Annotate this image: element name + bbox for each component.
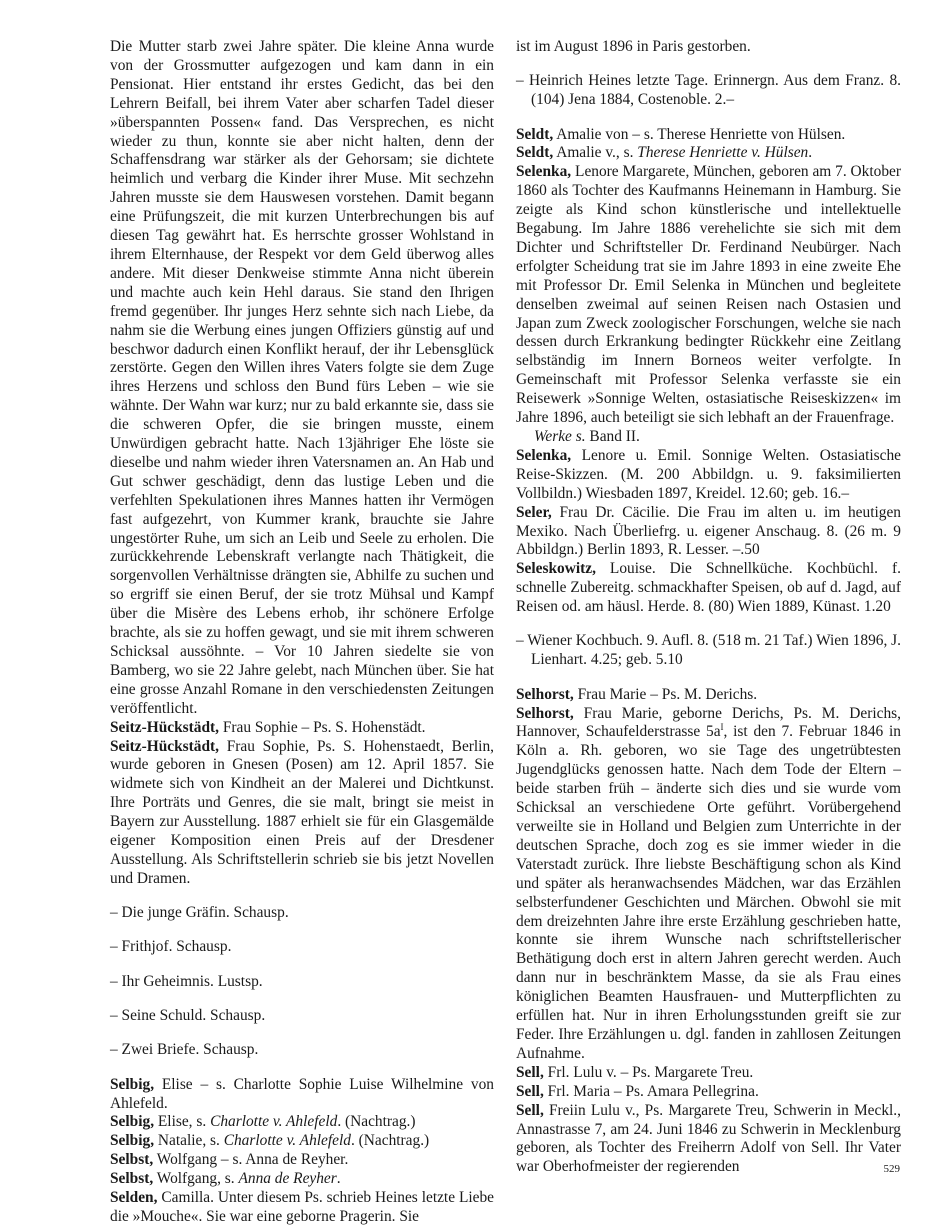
entry-seitz-hueckstaedt-bio (110, 738, 494, 889)
entry-text: Lenore u. Emil. Sonnige Welten. Ostasiatische Reise-Skizzen. (M. 200 Abbildgn. u. 9. faksimilierten Vollbildn.) Wiesbaden 1897, Kreidel. 12.60; geb. 16.– (516, 446, 901, 502)
entry-selenka-bio (516, 163, 901, 428)
cross-reference: Charlotte v. Ahlefeld (223, 1132, 351, 1150)
entry-text: Frau Marie – Ps. M. Derichs. (573, 685, 758, 703)
entry-selden (110, 1189, 494, 1227)
work-item: – Seine Schuld. Schausp. (110, 1007, 266, 1025)
intro-paragraph: Die Mutter starb zwei Jahre später. Die kleine Anna wurde von der Grossmutter aufgezogen und kam dann in ein Pensionat. Hier entstand ihr erstes Gedicht, das bei den Lehrern Beifall, bei ihrem Vater aber scharfen Tadel dieser »überspannten Possen« fand. Das Versprechen, es nicht wieder zu thun, konnte sie aber nicht halten, denn der Schaffensdrang war stärker als der Gehorsam; sie dichtete heimlich und verbarg die Kinder ihrer Muse. Mit sechzehn Jahren musste sie dem Hauswesen vorstehen. Damit begann eine Prüfungszeit, die mit kurzen Unterbrechungen bis auf diesen Tag gewährt hat. Es herrschte grosser Wohlstand in ihrem Elternhause, der Respekt vor dem Geld überwog alles andere. Mit dieser Denkweise stimmte Anna nicht überein und machte auch kein Hehl daraus. Sie stand den Ihrigen fremd gegenüber. Ihr junges Herz sehnte sich nach Liebe, da nahm sie die Werbung eines jungen Offiziers günstig auf und beschwor dadurch einen Konflikt herauf, der ihr Lebensglück zerstörte. Gegen den Willen ihres Vaters folgte sie dem Zuge ihres Herzens und schloss den Bund fürs Leben – wie sie wähnte. Der Wahn war kurz; nur zu bald erkannte sie, dass sie die schweren Opfer, die sie bringen musste, einem Unwürdigen gebracht hatte. Nach 13jähriger Ehe löste sie dieselbe und nahm wieder ihren Vatersnamen an. An Hab und Gut schwer geschädigt, denn das lustige Leben und die verfehlten Spekulationen ihres Mannes hatten ihr Vermögen fast aufgezehrt, von Kummer krank, brauchte sie Jahre ungestörter Ruhe, um sich an Leib und Seele zu erholen. Die zurückkehrende Lebenskraft verlangte nach Thätigkeit, die sorgenvollen Verhältnisse drängten sie, Abhilfe zu suchen und so ergriff sie einen Beruf, der sie trotz Mühsal und Kampf über die Misère des Lebens erhob, ihr schönere Erfolge brachte, als sie zu hoffen gewagt, und sie mit ihrem schweren Schicksal aussöhnte. – Vor 10 Jahren siedelte sie von Bamberg, wo sie 22 Jahre gelebt, nach München über. Sie hat eine grosse Anzahl Romane in den verschiedensten Zeitungen veröffentlicht. (110, 38, 494, 717)
entry-text: Elise, s. (154, 1113, 211, 1131)
work-item: – Frithjof. Schausp. (110, 938, 232, 956)
work-item: – Ihr Geheimnis. Lustsp. (110, 972, 263, 990)
entry-text: Natalie, s. (154, 1132, 224, 1150)
entry-text: Camilla. Unter diesem Ps. schrieb Heines letzte Liebe die »Mouche«. Sie war eine geborne Pragerin. Sie (110, 1189, 494, 1225)
entry-text: Frau Marie, geborne Derichs, Ps. M. Derichs, Hannover, Schaufelderstrasse 5a (516, 704, 901, 741)
entry-text: Wolfgang – s. Anna de Reyher. (153, 1151, 349, 1169)
entry-sell-bio (516, 1102, 901, 1178)
entry-text: Frau Dr. Cäcilie. Die Frau im alten u. im heutigen Mexiko. Nach Überliefrg. u. eigener Anschaug. 8. (26 m. 9 Abbildgn.) Berlin 1893, R. Lesser. –.50 (516, 503, 901, 559)
cross-reference: Charlotte v. Ahlefeld (210, 1113, 338, 1131)
entry-selbig-natalie (110, 1132, 494, 1151)
entry-name: Seler, (516, 503, 552, 521)
entry-text: , ist den 7. Februar 1846 in Köln a. Rh. geboren, wo sie Tage des ungetrübtesten Jugendglücks genossen hatte. Nach dem Tode der Eltern – beide starben früh – änderte sich dies und sie wurde vom Schicksal an verschiedene Orte geführt. Vorübergehend verweilte sie in Holland und Belgien zum Unterrichte in der deutschen Sprache, doch zog es sie immer wieder in die Vaterstadt zurück. Ihre liebste Beschäftigung schon als Kind und später als heranwachsendes Mädchen, war das Erzählen selbsterfundener Geschichten und Märchen. Obwohl sie mit dem dreizehnten Jahre ihre erste Erzählung geschrieben hatte, konnte sie ihrem Wunsche nach schriftstellerischer Bethätigung doch erst in altern Jahren gerecht werden. Auch dann nur in beschränktem Masse, da sie als Frau eines königlichen Beamten Hausfrauen- und Mutterpflichten zu erfüllen hat. Nur in ihren Erholungsstunden greift sie zur Feder. Ihre Erzählungen u. dgl. fanden in zahllosen Zeitungen Aufnahme. (516, 723, 901, 1062)
entry-selenka-werke (516, 428, 901, 447)
continued-text: ist im August 1896 in Paris gestorben. (516, 38, 751, 55)
right-column (516, 38, 901, 1177)
entry-name: Selden, (110, 1189, 158, 1207)
work-item: – Heinrich Heines letzte Tage. Erinnergn. Aus dem Franz. 8. (104) Jena 1884, Costenoble. 2.– (516, 72, 901, 109)
entry-name: Selbig, (110, 1075, 155, 1093)
entry-text: Frl. Maria – Ps. Amara Pellegrina. (543, 1082, 759, 1100)
entry-text: Amalie von – s. Therese Henriette von Hülsen. (553, 125, 846, 143)
entry-text: Lenore Margarete, München, geboren am 7. Oktober 1860 als Tochter des Kaufmanns Heinemann in Hamburg. Sie zeigte als Kind schon künstlerische und intellektuelle Begabung. Im Jahre 1886 verehelichte sie sich mit dem Dichter und Schriftsteller Dr. Ferdinand Neubürger. Nach erfolgter Scheidung trat sie im Jahre 1893 in eine zweite Ehe mit Professor Dr. Emil Selenka in München und begleitete denselben zweimal auf seinen Reisen nach Ostasien und Japan zum Zweck zoologischer Forschungen, welche sie nach dessen durch Erkrankung bedingter Rückkehr eine Zeitlang selbständig im Innern Borneos weiter verfolgte. In Gemeinschaft mit Professor Selenka verfasste sie ein Reisewerk »Sonnige Welten, ostasiatische Reiseskizzen« im Jahre 1896, auch beteiligt sie sich lebhaft an der Frauenfrage. (516, 163, 901, 427)
entry-text: Elise – s. Charlotte Sophie Luise Wilhelmine von Ahlefeld. (110, 1075, 494, 1112)
entry-selbst (110, 1170, 494, 1189)
cross-reference: Therese Henriette v. Hülsen (637, 144, 809, 162)
entry-seldt-ref (516, 126, 901, 145)
entry-text: Louise. Die Schnellküche. Kochbüchl. f. schnelle Zubereitg. schmackhafter Speisen, ob auf d. Jagd, auf Reisen od. am häusl. Herde. 8. (80) Wien 1889, Künast. 1.20 (516, 560, 901, 616)
entry-seleskowitz (516, 560, 901, 617)
entry-text: Band II. (585, 428, 640, 445)
entry-name: Selhorst, (516, 704, 574, 722)
entry-name: Sell, (516, 1082, 544, 1100)
entry-name: Selbig, (110, 1113, 155, 1131)
entry-text: . (336, 1170, 341, 1188)
entry-name: Selhorst, (516, 685, 574, 703)
entry-text: . (808, 144, 813, 162)
entry-name: Seldt, (516, 125, 554, 143)
entry-selbst-ref (110, 1151, 494, 1170)
entry-text: Amalie v., s. (553, 144, 638, 162)
work-item: – Zwei Briefe. Schausp. (110, 1041, 259, 1059)
entry-name: Sell, (516, 1063, 544, 1081)
entry-text: Frau Sophie, Ps. S. Hohenstaedt, Berlin, wurde geboren in Gnesen (Posen) am 12. April 1857. Sie widmete sich von Kindheit an der Malerei und Dichtkunst. Ihre Porträts und Genres, die sie malt, bringt sie meist in Bayern zur Ausstellung. 1887 erhielt sie für ein Glasgemälde eigener Komposition einen Preis auf der Dresdener Ausstellung. Als Schriftstellerin schrieb sie bis jetzt Novellen und Dramen. (110, 737, 494, 887)
entry-selenka-work (516, 447, 901, 504)
entry-seler (516, 504, 901, 561)
entry-text: . (Nachtrag.) (350, 1132, 430, 1150)
entry-selhorst-bio (516, 705, 901, 1064)
entry-name: Seitz-Hückstädt, (110, 737, 220, 755)
entry-name: Seleskowitz, (516, 560, 596, 578)
entry-name: Seitz-Hückstädt, (110, 718, 220, 736)
work-item: – Wiener Kochbuch. 9. Aufl. 8. (518 m. 21 Taf.) Wien 1896, J. Lienhart. 4.25; geb. 5.10 (516, 632, 901, 669)
werke-label: Werke s. (534, 428, 586, 445)
left-column (110, 38, 494, 1227)
entry-selbig-elise (110, 1113, 494, 1132)
entry-seldt (516, 144, 901, 163)
entry-name: Selenka, (516, 446, 572, 464)
entry-selbig-elise-ref (110, 1076, 494, 1114)
entry-text: Wolfgang, s. (153, 1170, 239, 1188)
page-number: 529 (883, 1163, 900, 1175)
cross-reference: Anna de Reyher (238, 1170, 337, 1188)
entry-name: Seldt, (516, 144, 554, 162)
entry-text: Frl. Lulu v. – Ps. Margarete Treu. (543, 1063, 754, 1081)
entry-name: Sell, (516, 1101, 544, 1119)
entry-name: Selenka, (516, 163, 572, 181)
entry-text: Frau Sophie – Ps. S. Hohenstädt. (219, 718, 426, 736)
superscript: I (720, 722, 724, 733)
entry-name: Selbst, (110, 1170, 154, 1188)
entry-selhorst-ref (516, 686, 901, 705)
entry-name: Selbig, (110, 1132, 155, 1150)
entry-seitz-hueckstaedt-ref (110, 719, 494, 738)
entry-sell-maria-ref (516, 1083, 901, 1102)
work-item: – Die junge Gräfin. Schausp. (110, 904, 289, 922)
entry-text: . (Nachtrag.) (337, 1113, 416, 1131)
entry-text: Freiin Lulu v., Ps. Margarete Treu, Schwerin in Meckl., Annastrasse 7, am 24. Juni 1846 zu Schwerin in Mecklenburg geboren, als Tochter des Freiherrn Adolf von Sell. Ihr Vater war Oberhofmeister der regierenden (516, 1101, 901, 1176)
entry-name: Selbst, (110, 1151, 154, 1169)
entry-sell-lulu-ref (516, 1064, 901, 1083)
